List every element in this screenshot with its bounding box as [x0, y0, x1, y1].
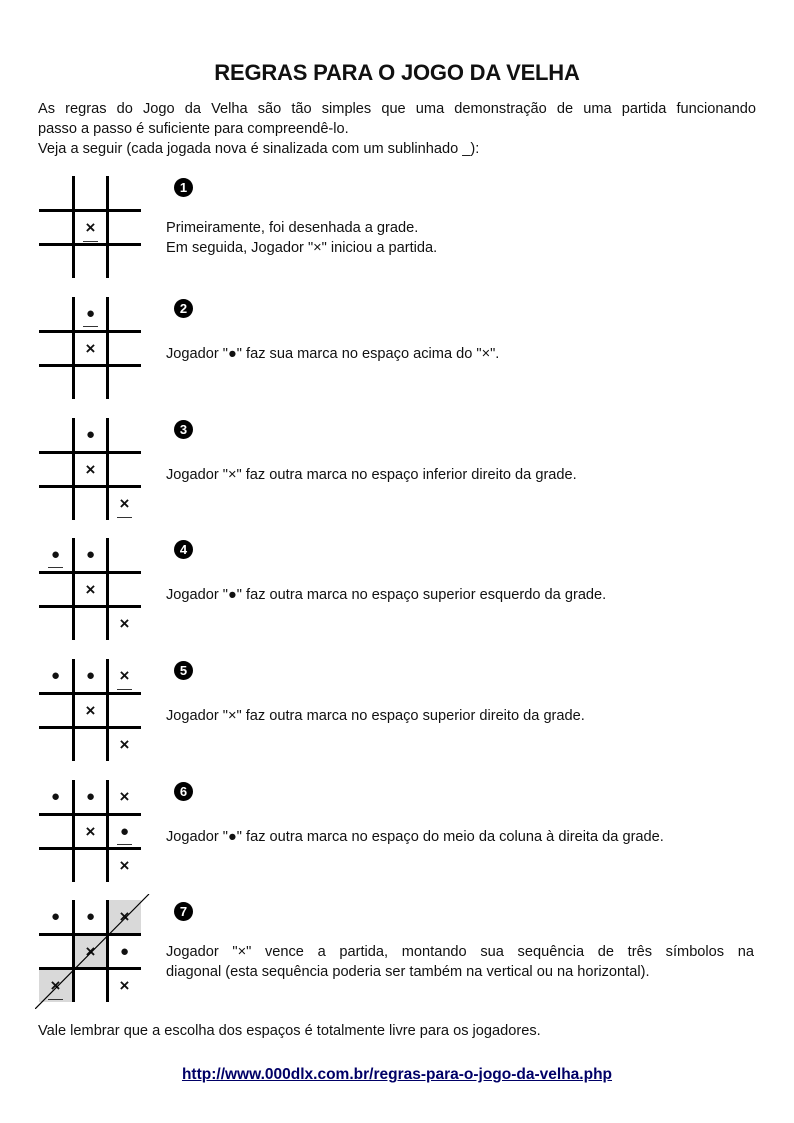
o-mark-icon: ●	[85, 667, 96, 684]
grid-line-horizontal	[39, 364, 141, 367]
grid-cell	[108, 694, 141, 727]
x-mark-icon: ×	[85, 460, 96, 479]
x-mark-icon: ×	[85, 580, 96, 599]
grid-cell	[39, 538, 72, 571]
tic-tac-toe-grid	[39, 418, 141, 520]
grid-cell	[39, 297, 72, 330]
step-description-line: Jogador "●" faz outra marca no espaço superior esquerdo da grade.	[166, 587, 607, 603]
grid-cell	[39, 728, 72, 761]
grid-cell	[74, 332, 107, 365]
grid-line-horizontal	[39, 813, 141, 816]
grid-line-vertical	[72, 780, 75, 882]
grid-cell	[74, 573, 107, 606]
step-description	[166, 942, 754, 982]
grid-cell	[108, 573, 141, 606]
x-mark-icon: ×	[85, 822, 96, 841]
grid-cell	[108, 176, 141, 209]
grid-line-vertical	[72, 538, 75, 640]
grid-cell	[108, 453, 141, 486]
grid-cell	[74, 659, 107, 692]
grid-cell	[74, 815, 107, 848]
step-description-line: Jogador "×" vence a partida, montando sua sequência de três símbolos na	[166, 944, 754, 960]
grid-cell	[108, 418, 141, 451]
x-mark-icon: ×	[50, 976, 61, 995]
x-mark-icon: ×	[119, 976, 130, 995]
intro-line-2: passo a passo é suficiente para compreendê-lo.	[38, 121, 349, 137]
o-mark-icon: ●	[50, 667, 61, 684]
step-6	[0, 780, 794, 900]
grid-cell	[74, 453, 107, 486]
grid-cell	[108, 607, 141, 640]
x-mark-icon: ×	[85, 339, 96, 358]
grid-cell	[39, 815, 72, 848]
step-1	[0, 176, 794, 296]
grid-cell	[39, 211, 72, 244]
grid-cell	[74, 211, 107, 244]
o-mark-icon: ●	[119, 943, 130, 960]
grid-cell	[39, 849, 72, 882]
step-description	[166, 465, 754, 485]
grid-line-horizontal	[39, 692, 141, 695]
step-description-line: Jogador "●" faz outra marca no espaço do meio da coluna à direita da grade.	[166, 829, 664, 845]
x-mark-icon: ×	[119, 856, 130, 875]
step-description-line: Primeiramente, foi desenhada a grade.	[166, 220, 419, 236]
grid-cell	[39, 453, 72, 486]
grid-cell	[39, 780, 72, 813]
o-mark-icon: ●	[85, 546, 96, 563]
grid-cell	[108, 780, 141, 813]
o-mark-icon: ●	[50, 788, 61, 805]
winning-line	[35, 894, 155, 1009]
winning-diagonal-stroke	[35, 894, 149, 1009]
step-description-line: Em seguida, Jogador "×" iniciou a partida.	[166, 240, 438, 256]
grid-line-horizontal	[39, 571, 141, 574]
grid-line-horizontal	[39, 451, 141, 454]
step-description-line: Jogador "×" faz outra marca no espaço inferior direito da grade.	[166, 467, 577, 483]
x-mark-icon: ×	[119, 494, 130, 513]
x-mark-icon: ×	[85, 701, 96, 720]
step-number-badge: 5	[174, 661, 193, 680]
x-mark-icon: ×	[119, 907, 130, 926]
grid-cell	[39, 607, 72, 640]
tic-tac-toe-grid	[39, 780, 141, 882]
step-5	[0, 659, 794, 779]
grid-line-horizontal	[39, 485, 141, 488]
grid-line-horizontal	[39, 243, 141, 246]
grid-cell	[39, 573, 72, 606]
grid-cell	[39, 694, 72, 727]
grid-line-vertical	[106, 780, 109, 882]
x-mark-icon: ×	[85, 218, 96, 237]
x-mark-icon: ×	[119, 735, 130, 754]
grid-cell	[108, 245, 141, 278]
grid-cell	[74, 418, 107, 451]
o-mark-icon: ●	[50, 546, 61, 563]
tic-tac-toe-grid	[39, 297, 141, 399]
tic-tac-toe-grid	[39, 659, 141, 761]
step-number-badge: 6	[174, 782, 193, 801]
grid-line-vertical	[106, 418, 109, 520]
o-mark-icon: ●	[50, 908, 61, 925]
grid-cell	[108, 332, 141, 365]
grid-cell	[74, 538, 107, 571]
grid-cell	[74, 176, 107, 209]
grid-cell	[39, 659, 72, 692]
grid-line-vertical	[106, 297, 109, 399]
grid-line-vertical	[72, 297, 75, 399]
o-mark-icon: ●	[85, 305, 96, 322]
step-number-badge: 3	[174, 420, 193, 439]
grid-cell	[108, 211, 141, 244]
tic-tac-toe-grid	[39, 900, 141, 1002]
step-number-badge: 1	[174, 178, 193, 197]
grid-line-horizontal	[39, 209, 141, 212]
grid-cell	[74, 694, 107, 727]
step-description-line: Jogador "●" faz sua marca no espaço acima do "×".	[166, 346, 500, 362]
grid-cell	[39, 332, 72, 365]
step-description	[166, 706, 754, 726]
grid-line-horizontal	[39, 605, 141, 608]
tic-tac-toe-grid	[39, 176, 141, 278]
grid-cell	[108, 297, 141, 330]
grid-line-vertical	[106, 176, 109, 278]
intro-line-1: As regras do Jogo da Velha são tão simples que uma demonstração de uma partida funcionando	[38, 101, 756, 117]
x-mark-icon: ×	[119, 666, 130, 685]
grid-cell	[74, 487, 107, 520]
grid-cell	[74, 607, 107, 640]
grid-cell	[108, 815, 141, 848]
grid-line-vertical	[72, 418, 75, 520]
grid-cell	[39, 176, 72, 209]
step-description	[166, 218, 754, 258]
x-mark-icon: ×	[119, 614, 130, 633]
grid-cell	[74, 780, 107, 813]
grid-cell	[108, 728, 141, 761]
grid-line-vertical	[72, 659, 75, 761]
step-description-line: diagonal (esta sequência poderia ser também na vertical ou na horizontal).	[166, 964, 650, 980]
step-description	[166, 827, 754, 847]
step-description	[166, 344, 754, 364]
intro-line-3: Veja a seguir (cada jogada nova é sinalizada com um sublinhado _):	[38, 141, 480, 157]
grid-line-vertical	[106, 659, 109, 761]
step-number-badge: 7	[174, 902, 193, 921]
grid-line-horizontal	[39, 726, 141, 729]
grid-cell	[39, 366, 72, 399]
grid-line-horizontal	[39, 847, 141, 850]
grid-cell	[39, 487, 72, 520]
page-title: REGRAS PARA O JOGO DA VELHA	[214, 60, 580, 85]
step-7	[0, 900, 794, 1020]
step-2	[0, 297, 794, 417]
step-3	[0, 418, 794, 538]
grid-cell	[74, 245, 107, 278]
o-mark-icon: ●	[85, 426, 96, 443]
grid-cell	[108, 659, 141, 692]
step-number-badge: 2	[174, 299, 193, 318]
grid-cell	[108, 538, 141, 571]
grid-cell	[74, 366, 107, 399]
grid-line-horizontal	[39, 330, 141, 333]
o-mark-icon: ●	[119, 823, 130, 840]
grid-cell	[74, 849, 107, 882]
o-mark-icon: ●	[85, 788, 96, 805]
step-description	[166, 585, 754, 605]
grid-cell	[39, 245, 72, 278]
grid-cell	[74, 297, 107, 330]
source-link[interactable]: http://www.000dlx.com.br/regras-para-o-jogo-da-velha.php	[181, 1066, 613, 1083]
grid-cell	[108, 849, 141, 882]
x-mark-icon: ×	[119, 787, 130, 806]
grid-line-vertical	[72, 176, 75, 278]
grid-cell	[39, 418, 72, 451]
grid-cell	[74, 728, 107, 761]
x-mark-icon: ×	[85, 942, 96, 961]
grid-cell	[108, 366, 141, 399]
closing-note: Vale lembrar que a escolha dos espaços é totalmente livre para os jogadores.	[38, 1023, 541, 1039]
grid-line-vertical	[106, 538, 109, 640]
tic-tac-toe-grid	[39, 538, 141, 640]
step-number-badge: 4	[174, 540, 193, 559]
intro-paragraph	[38, 99, 756, 159]
o-mark-icon: ●	[85, 908, 96, 925]
source-url	[0, 1066, 794, 1084]
grid-cell	[108, 487, 141, 520]
step-description-line: Jogador "×" faz outra marca no espaço superior direito da grade.	[166, 708, 585, 724]
step-4	[0, 538, 794, 658]
